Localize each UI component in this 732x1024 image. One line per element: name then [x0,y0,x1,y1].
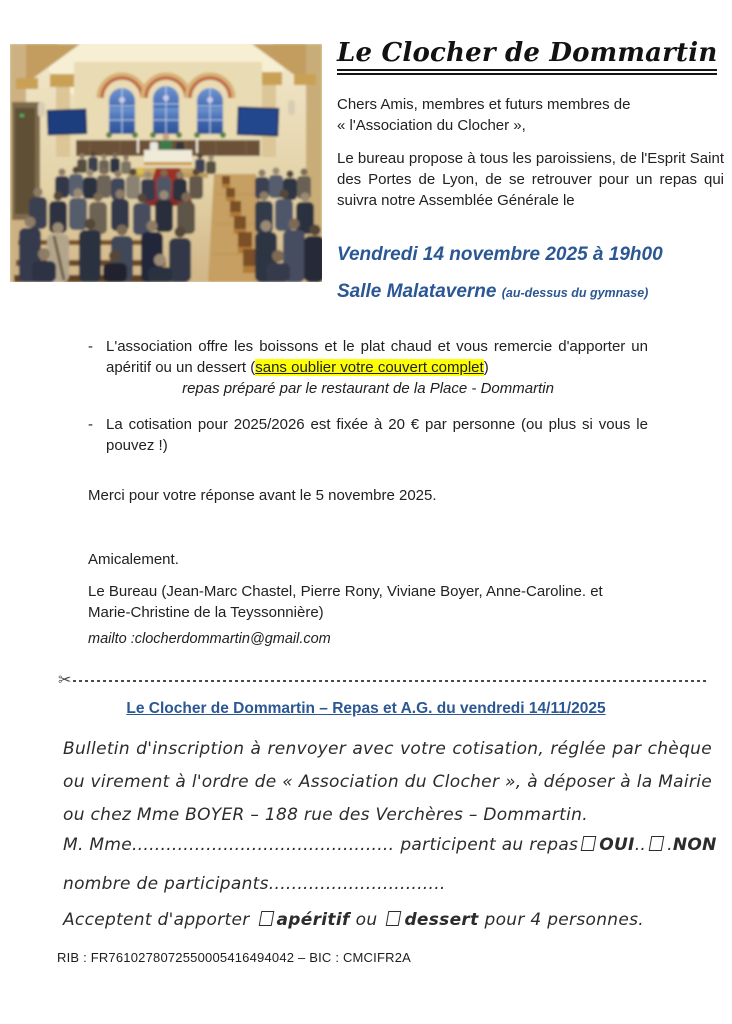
reply-deadline: Merci pour votre réponse avant le 5 novembre 2025. [88,487,437,504]
event-place [337,281,727,303]
event-place-name: Salle Malataverne [337,281,497,302]
restaurant-note: repas préparé par le restaurant de la Place - Dommartin [182,380,554,397]
church-photo [10,44,322,282]
bank-details: RIB : FR7610278072550005416494042 – BIC : CMCIFR2A [57,950,411,965]
non-label: NON [672,835,717,855]
oui-label: OUI [599,835,635,855]
church-photo-graphic [10,44,322,282]
scissors-icon: ✂ [58,672,72,689]
bullet-cotisation-text: La cotisation pour 2025/2026 est fixée à 20 € par personne (ou plus si vous le pouvez !) [106,416,648,454]
form-instructions: Bulletin d'inscription à renvoyer avec votre cotisation, réglée par chèque ou virement à l'ordre de « Association du Clocher », à déposer à la Mairie ou chez Mme BOYER – 188 rue des Verchères – Dommartin. [63,739,712,825]
names-prefix: M. Mme [63,835,132,855]
bring-prefix: Acceptent d'apporter [63,910,250,930]
aperitif-label: apéritif [276,910,350,930]
bullet-drinks-text: L'association offre les boissons et le plat chaud et vous remercie d'apporter un apéritif ou un dessert (sans oublier votre couvert complet) [106,338,648,376]
dashed-line [73,680,706,682]
page-title-text: Le Clocher de Dommartin [337,38,717,75]
signature: Le Bureau (Jean-Marc Chastel, Pierre Rony, Viviane Boyer, Anne-Caroline. et Marie-Christine de la Teyssonnière) [88,583,603,621]
bullet-cotisation [88,414,648,456]
names-dotted-blank: .............................................. [131,835,395,855]
checkbox-non-icon [649,836,665,851]
salutation: Chers Amis, membres et futurs membres de « l'Association du Clocher », [337,96,631,134]
event-date: Vendredi 14 novembre 2025 à 19h00 [337,244,663,265]
cut-line [58,670,706,690]
form-count-line [63,874,446,894]
bullet-dash: - [88,416,93,433]
count-label: nombre de participants [63,874,269,894]
names-label: participent au repas [400,835,579,855]
dessert-label: dessert [404,910,479,930]
email-address: mailto :clocherdommartin@gmail.com [88,631,331,647]
bring-suffix: pour 4 personnes. [484,910,644,930]
highlighted-note: sans oublier votre couvert complet [255,359,484,376]
bullet-dash: - [88,338,93,355]
non-dot: . [667,835,673,855]
checkbox-dessert-icon [386,911,402,926]
intro-paragraph: Le bureau propose à tous les paroissiens, de l'Esprit Saint des Portes de Lyon, de se retrouver pour un repas qui suivra notre Assemblée Générale le [337,150,724,209]
page-title [337,38,727,75]
form-bring-line [63,910,644,930]
form-names-line [63,835,717,855]
event-place-note: (au-dessus du gymnase) [501,286,649,300]
count-dotted-blank: ............................... [268,874,446,894]
oui-dots: .. [634,835,647,855]
checkbox-aperitif-icon [258,911,274,926]
bring-or: ou [355,910,378,930]
checkbox-oui-icon [581,836,597,851]
bullet-drinks [88,336,648,378]
form-heading: Le Clocher de Dommartin – Repas et A.G. du vendredi 14/11/2025 [126,700,606,717]
closing: Amicalement. [88,551,179,568]
